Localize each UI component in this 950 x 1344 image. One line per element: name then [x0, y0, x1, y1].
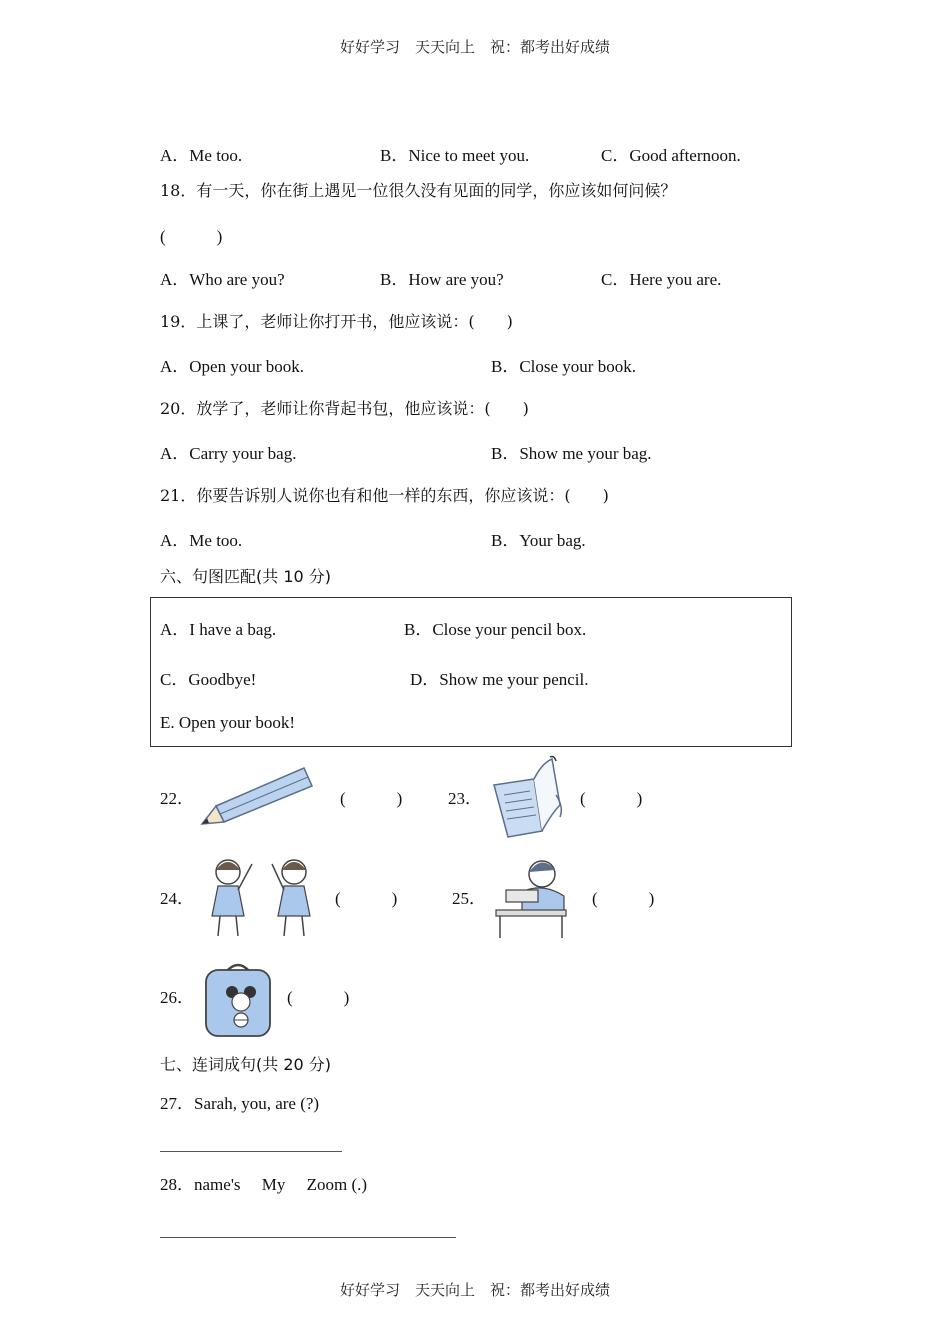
q18-option-b[interactable]: B．How are you?: [380, 270, 504, 289]
page-footer: 好好学习 天天向上 祝：都考出好成绩: [339, 1281, 610, 1299]
q17-option-a[interactable]: A．Me too.: [160, 146, 243, 165]
q23-number: 23．: [448, 789, 482, 808]
q25-number: 25．: [452, 889, 486, 908]
q20-option-b[interactable]: B．Show me your bag.: [491, 444, 652, 463]
q22-answer-blank[interactable]: ( ): [340, 789, 403, 808]
q28-question: 28．name's My Zoom (.): [160, 1175, 368, 1194]
q18-option-a[interactable]: A．Who are you?: [160, 270, 285, 289]
q28-answer-line[interactable]: [160, 1237, 456, 1238]
match-option-d: D．Show me your pencil.: [410, 670, 589, 689]
q22-number: 22．: [160, 789, 194, 808]
q26-answer-blank[interactable]: ( ): [287, 988, 350, 1007]
match-option-c: C．Goodbye!: [160, 670, 257, 689]
q24-number: 24．: [160, 889, 194, 908]
q21-option-a[interactable]: A．Me too.: [160, 531, 243, 550]
q25-answer-blank[interactable]: ( ): [592, 889, 655, 908]
q24-answer-blank[interactable]: ( ): [335, 889, 398, 908]
q21-question: 21．你要告诉别人说你也有和他一样的东西，你应该说：( ): [160, 486, 609, 505]
q18-question: 18．有一天，你在街上遇见一位很久没有见面的同学，你应该如何问候？: [160, 181, 677, 200]
q19-question: 19．上课了，老师让你打开书，他应该说：( ): [160, 312, 513, 331]
q19-option-a[interactable]: A．Open your book.: [160, 357, 305, 376]
backpack-image: [200, 958, 276, 1040]
open-book-image: [490, 755, 570, 840]
q26-number: 26．: [160, 988, 194, 1007]
pencil-image: [198, 762, 318, 828]
q19-option-b[interactable]: B．Close your book.: [491, 357, 636, 376]
goodbye-girls-image: [198, 850, 326, 942]
match-option-e: E. Open your book!: [160, 713, 296, 732]
q18-answer-blank[interactable]: ( ): [160, 227, 223, 246]
match-option-a: A．I have a bag.: [160, 620, 277, 639]
q27-answer-line[interactable]: [160, 1151, 342, 1152]
q21-option-b[interactable]: B．Your bag.: [491, 531, 586, 550]
q20-question: 20．放学了，老师让你背起书包，他应该说：( ): [160, 399, 529, 418]
q20-option-a[interactable]: A．Carry your bag.: [160, 444, 297, 463]
q17-option-b[interactable]: B．Nice to meet you.: [380, 146, 530, 165]
section-7-title: 七、连词成句(共 20 分): [160, 1055, 332, 1074]
boy-at-desk-image: [492, 852, 574, 940]
q23-answer-blank[interactable]: ( ): [580, 789, 643, 808]
q27-question: 27．Sarah, you, are (?): [160, 1094, 320, 1113]
q18-option-c[interactable]: C．Here you are.: [601, 270, 722, 289]
page-header: 好好学习 天天向上 祝：都考出好成绩: [339, 38, 610, 56]
q17-option-c[interactable]: C．Good afternoon.: [601, 146, 741, 165]
match-option-b: B．Close your pencil box.: [404, 620, 587, 639]
section-6-title: 六、句图匹配(共 10 分): [160, 567, 332, 586]
